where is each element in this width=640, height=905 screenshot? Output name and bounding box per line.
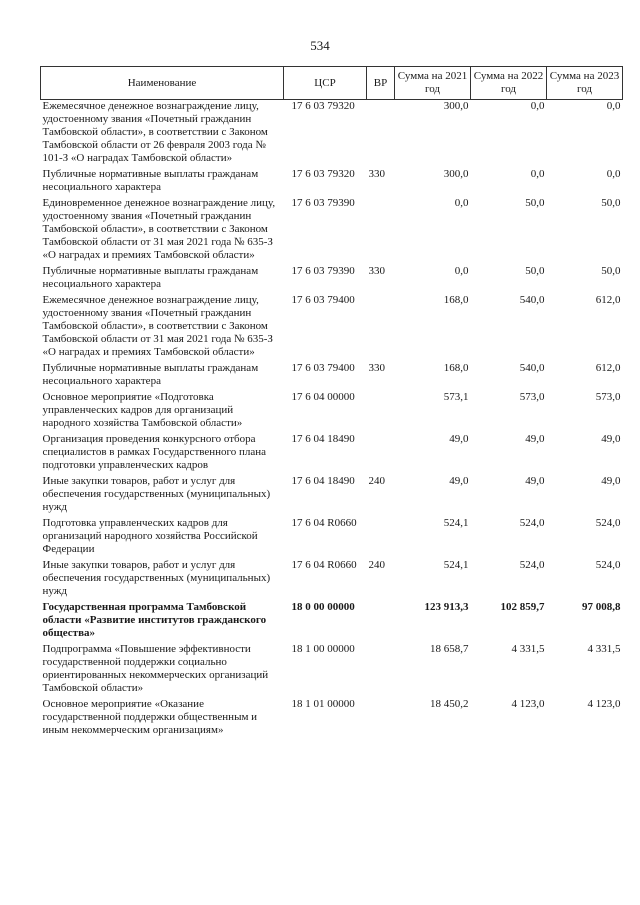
row-name: Единовременное денежное вознаграждение лицу, удостоенному звания «Почетный гражданин Тамбовской области», в соответствии с Законом Тамбовской области от 31 мая 2021 года № 635-З «О наградах и премиях Тамбовской области» <box>42 197 276 261</box>
row-sum-2021: 300,0 <box>443 168 469 180</box>
row-sum-2023: 0,0 <box>606 168 621 180</box>
row-sum-2023: 4 123,0 <box>587 698 621 710</box>
table-row <box>41 698 623 740</box>
row-name: Ежемесячное денежное вознаграждение лицу, удостоенному звания «Почетный гражданин Тамбовской области», в соответствии с Законом Тамбовской области от 26 февраля 2003 года № 101-З «О наградах Тамбовской области» <box>42 100 268 164</box>
row-sum-2022: 524,0 <box>519 517 545 529</box>
row-sum-2023: 4 331,5 <box>587 643 621 655</box>
row-vr <box>367 100 395 169</box>
row-csr: 17 6 04 00000 <box>291 391 355 403</box>
row-sum-2022: 102 859,7 <box>500 601 545 613</box>
row-sum-2023: 49,0 <box>601 433 621 445</box>
row-name: Иные закупки товаров, работ и услуг для обеспечения государственных (муниципальных) нужд <box>42 475 271 513</box>
row-sum-2023: 97 008,8 <box>582 601 621 613</box>
table-row <box>41 475 623 517</box>
row-vr: 330 <box>368 168 385 180</box>
row-sum-2022: 524,0 <box>519 559 545 571</box>
row-sum-2022: 540,0 <box>519 294 545 306</box>
row-vr <box>367 517 395 559</box>
row-sum-2022: 50,0 <box>525 265 545 277</box>
table-row <box>41 265 623 294</box>
row-vr <box>367 698 395 740</box>
row-sum-2022: 49,0 <box>525 475 545 487</box>
row-sum-2023: 524,0 <box>595 559 621 571</box>
row-sum-2021: 49,0 <box>449 475 469 487</box>
header-sum-2022: Сумма на 2022 год <box>471 67 547 100</box>
row-csr: 17 6 03 79320 <box>291 168 355 180</box>
table-row <box>41 643 623 698</box>
table-row <box>41 197 623 265</box>
row-sum-2021: 123 913,3 <box>424 601 469 613</box>
row-csr: 17 6 04 R0660 <box>291 559 357 571</box>
row-name: Государственная программа Тамбовской области «Развитие институтов гражданского общества» <box>42 601 267 639</box>
row-sum-2023: 612,0 <box>595 294 621 306</box>
row-csr: 18 0 00 00000 <box>291 601 355 613</box>
row-vr <box>367 391 395 433</box>
row-name: Подготовка управленческих кадров для организаций народного хозяйства Российской Федерации <box>42 517 258 555</box>
row-name: Основное мероприятие «Оказание государственной поддержки общественным и иным некоммерческим организациям» <box>42 698 258 736</box>
row-sum-2023: 50,0 <box>601 265 621 277</box>
row-sum-2022: 0,0 <box>530 100 545 112</box>
row-sum-2021: 0,0 <box>454 197 469 209</box>
table-row <box>41 362 623 391</box>
row-csr: 17 6 03 79320 <box>291 100 355 112</box>
row-sum-2023: 0,0 <box>606 100 621 112</box>
table-row <box>41 559 623 601</box>
table-row <box>41 433 623 475</box>
row-sum-2022: 0,0 <box>530 168 545 180</box>
row-sum-2022: 4 331,5 <box>511 643 545 655</box>
row-name: Публичные нормативные выплаты гражданам несоциального характера <box>42 265 259 290</box>
row-name: Иные закупки товаров, работ и услуг для обеспечения государственных (муниципальных) нужд <box>42 559 271 597</box>
table-row <box>41 168 623 197</box>
table-row <box>41 517 623 559</box>
row-csr: 17 6 03 79390 <box>291 265 355 277</box>
row-sum-2023: 612,0 <box>595 362 621 374</box>
row-name: Основное мероприятие «Подготовка управленческих кадров для организаций народного хозяйства Тамбовской области» <box>42 391 243 429</box>
page-number: 534 <box>310 38 330 53</box>
row-vr: 330 <box>368 265 385 277</box>
row-csr: 17 6 03 79400 <box>291 362 355 374</box>
table-header <box>41 67 623 100</box>
table-row <box>41 100 623 169</box>
row-csr: 18 1 00 00000 <box>291 643 355 655</box>
row-vr: 240 <box>368 559 385 571</box>
row-sum-2022: 50,0 <box>525 197 545 209</box>
row-sum-2021: 18 450,2 <box>430 698 469 710</box>
row-sum-2021: 49,0 <box>449 433 469 445</box>
table-row <box>41 294 623 362</box>
row-vr <box>367 197 395 265</box>
row-sum-2023: 573,0 <box>595 391 621 403</box>
row-csr: 18 1 01 00000 <box>291 698 355 710</box>
row-vr <box>367 643 395 698</box>
row-vr <box>367 433 395 475</box>
header-vr: ВР <box>367 67 395 100</box>
row-vr: 330 <box>368 362 385 374</box>
row-sum-2023: 49,0 <box>601 475 621 487</box>
budget-table <box>40 66 623 740</box>
row-csr: 17 6 04 R0660 <box>291 517 357 529</box>
row-sum-2021: 168,0 <box>443 294 469 306</box>
row-vr <box>367 601 395 643</box>
row-csr: 17 6 03 79390 <box>291 197 355 209</box>
row-sum-2021: 18 658,7 <box>430 643 469 655</box>
table-row <box>41 601 623 643</box>
header-sum-2021: Сумма на 2021 год <box>395 67 471 100</box>
row-sum-2023: 524,0 <box>595 517 621 529</box>
table-row <box>41 391 623 433</box>
row-csr: 17 6 04 18490 <box>291 475 355 487</box>
row-sum-2021: 524,1 <box>443 517 469 529</box>
row-name: Ежемесячное денежное вознаграждение лицу, удостоенному звания «Почетный гражданин Тамбовской области», в соответствии с Законом Тамбовской области от 31 мая 2021 года № 635-З «О наградах и премиях Тамбовской области» <box>42 294 273 358</box>
row-sum-2021: 300,0 <box>443 100 469 112</box>
row-vr <box>367 294 395 362</box>
row-name: Подпрограмма «Повышение эффективности государственной поддержки социально ориентированных некоммерческих организаций Тамбовской области» <box>42 643 269 694</box>
row-csr: 17 6 03 79400 <box>291 294 355 306</box>
row-sum-2023: 50,0 <box>601 197 621 209</box>
header-csr: ЦСР <box>284 67 367 100</box>
row-sum-2022: 573,0 <box>519 391 545 403</box>
row-sum-2021: 524,1 <box>443 559 469 571</box>
header-sum-2023: Сумма на 2023 год <box>547 67 623 100</box>
row-sum-2021: 168,0 <box>443 362 469 374</box>
table-body <box>41 100 623 741</box>
row-name: Публичные нормативные выплаты гражданам несоциального характера <box>42 362 259 387</box>
header-name: Наименование <box>41 67 284 100</box>
row-sum-2021: 0,0 <box>454 265 469 277</box>
row-sum-2022: 540,0 <box>519 362 545 374</box>
row-name: Организация проведения конкурсного отбора специалистов в рамках Государственного плана подготовки управленческих кадров <box>42 433 267 471</box>
row-vr: 240 <box>368 475 385 487</box>
row-sum-2021: 573,1 <box>443 391 469 403</box>
row-name: Публичные нормативные выплаты гражданам несоциального характера <box>42 168 259 193</box>
row-sum-2022: 49,0 <box>525 433 545 445</box>
row-sum-2022: 4 123,0 <box>511 698 545 710</box>
row-csr: 17 6 04 18490 <box>291 433 355 445</box>
